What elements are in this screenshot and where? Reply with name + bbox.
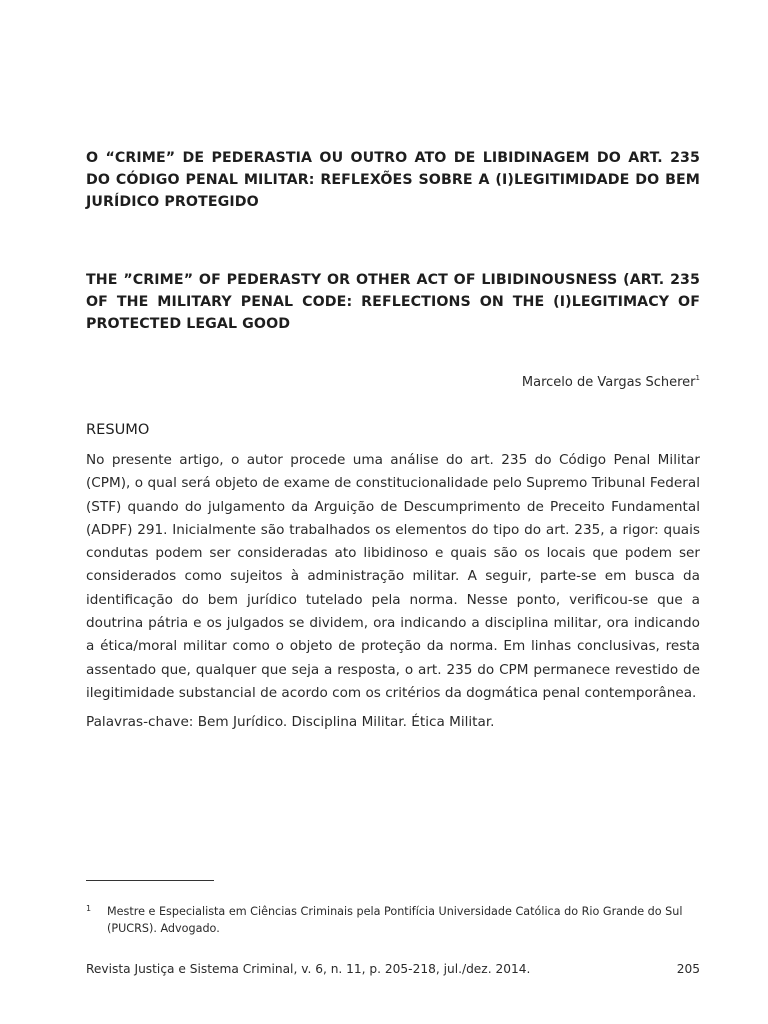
keywords-line: Palavras-chave: Bem Jurídico. Disciplina Militar. Ética Militar. [86, 714, 495, 730]
abstract-text: No presente artigo, o autor procede uma análise do art. 235 do Código Penal Militar (CPM), o qual será objeto de exame de constitucionalidade pelo Supremo Tribunal Federal (STF) quando do julgamento da Arguição de Descumprimento de Preceito Fundamental (ADPF) 291. Inicialmente são trabalhados os elementos do tipo do art. 235, a rigor: quais condutas podem ser consideradas ato libidinoso e quais são os locais que podem ser considerados como sujeitos à administração militar. A seguir, parte-se em busca da identificação do bem jurídico tutelado pela norma. Nesse ponto, verificou-se que a doutrina pátria e os julgados se dividem, ora indicando a disciplina militar, ora indicando a ética/moral militar como o objeto de proteção da norma. Em linhas conclusivas, resta assentado que, qualquer que seja a resposta, o art. 235 do CPM permanece revestido de ilegitimidade substancial de acordo com os critérios da dogmática penal contemporânea. [86, 452, 700, 701]
article-page [86, 0, 700, 1024]
title-english: THE ”CRIME” OF PEDERASTY OR OTHER ACT OF LIBIDINOUSNESS (ART. 235 OF THE MILITARY PENAL CODE: REFLECTIONS ON THE (I)LEGITIMACY OF PROTECTED LEGAL GOOD [86, 272, 700, 332]
footnote-marker: 1 [86, 904, 92, 913]
author-line [522, 368, 700, 393]
footnote-divider [86, 880, 214, 881]
title-portuguese: O “CRIME” DE PEDERASTIA OU OUTRO ATO DE LIBIDINAGEM DO ART. 235 DO CÓDIGO PENAL MILITAR: REFLEXÕES SOBRE A (I)LEGITIMIDADE DO BEM JURÍDICO PROTEGIDO [86, 150, 700, 210]
author-name: Marcelo de Vargas Scherer [521, 375, 696, 390]
journal-citation: Revista Justiça e Sistema Criminal, v. 6, n. 11, p. 205-218, jul./dez. 2014. [86, 962, 531, 976]
footnote [86, 903, 700, 937]
footnote-text: Mestre e Especialista em Ciências Criminais pela Pontifícia Universidade Católica do Rio Grande do Sul (PUCRS). Advogado. [107, 905, 683, 935]
page-number: 205 [676, 962, 700, 976]
author-footnote-marker[interactable]: 1 [695, 374, 700, 382]
abstract-heading: RESUMO [86, 421, 150, 438]
